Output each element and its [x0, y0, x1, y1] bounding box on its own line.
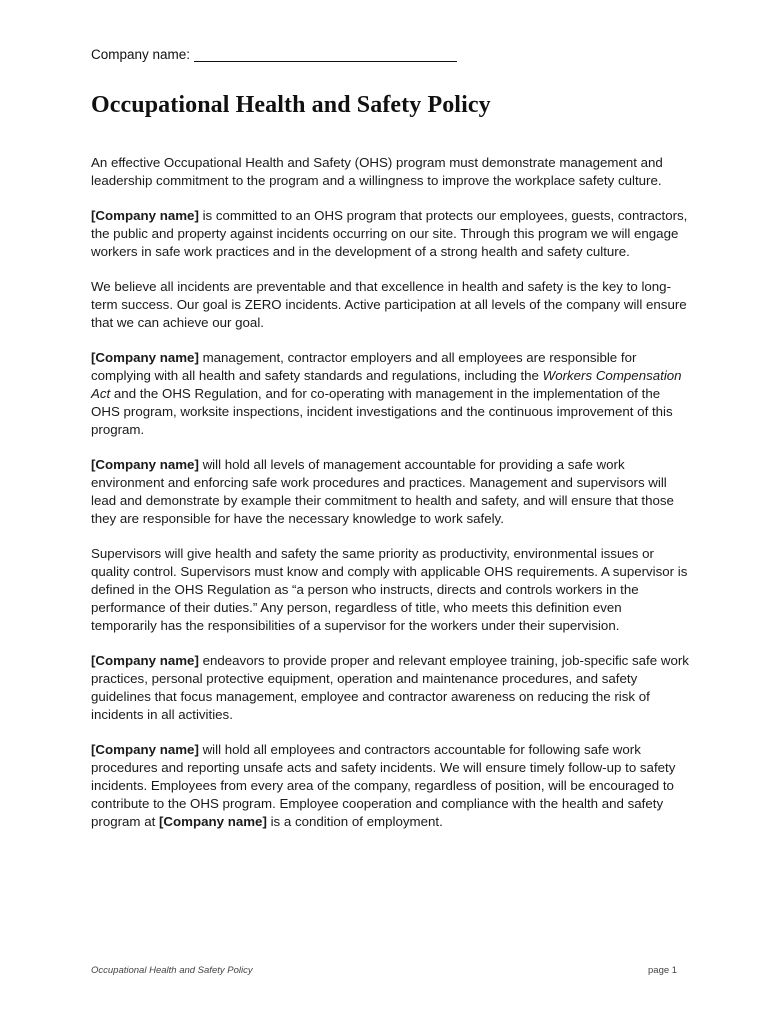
document-body: [91, 154, 691, 848]
footer-page-number: page 1: [648, 965, 678, 976]
paragraph-accountability: [91, 741, 691, 831]
footer-document-title: Occupational Health and Safety Policy: [91, 965, 253, 976]
paragraph-text: management, contractor employers and all employees are responsible for complying with all health and safety standards and regulations, including the: [91, 350, 637, 383]
paragraph-text: is a condition of employment.: [266, 814, 443, 829]
company-placeholder: [Company name]: [159, 814, 267, 829]
paragraph-text: and the OHS Regulation, and for co-operating with management in the implementation of the OHS program, worksite inspections, incident investigations and the continuous improvement of this program.: [91, 386, 673, 437]
paragraph-text: is committed to an OHS program that protects our employees, guests, contractors, the public and property against incidents occurring on our site. Through this program we will engage workers in safe work practices and in the development of a strong health and safety culture.: [91, 208, 688, 259]
paragraph-supervisors: [91, 545, 691, 635]
company-name-line: [91, 47, 457, 62]
paragraph-responsibility: [91, 349, 691, 439]
paragraph-text: will hold all levels of management accountable for providing a safe work environment and enforcing safe work procedures and practices. Management and supervisors will lead and demonstrate by example their commitment to health and safety, and will ensure that those they are responsible for have the necessary knowledge to work safely.: [91, 457, 674, 526]
company-name-label: Company name:: [91, 47, 191, 62]
paragraph-belief: [91, 278, 691, 332]
paragraph-text: We believe all incidents are preventable and that excellence in health and safety is the key to long-term success. Our goal is ZERO incidents. Active participation at all levels of the company will ensure that we can achieve our goal.: [91, 279, 687, 330]
paragraph-text: Supervisors will give health and safety the same priority as productivity, environmental issues or quality control. Supervisors must know and comply with applicable OHS requirements. A supervisor is defined in the OHS Regulation as “a person who instructs, directs and controls workers in the performance of their duties.” Any person, regardless of title, who meets this definition even temporarily has the responsibilities of a supervisor for the workers under their supervision.: [91, 546, 688, 633]
company-placeholder: [Company name]: [91, 350, 199, 365]
paragraph-text: endeavors to provide proper and relevant employee training, job-specific safe work practices, personal protective equipment, operation and maintenance procedures, and safety guidelines that focus management, employee and contractor awareness on reducing the risk of incidents in all activities.: [91, 653, 689, 722]
company-placeholder: [Company name]: [91, 208, 199, 223]
company-name-blank[interactable]: [194, 49, 457, 62]
company-placeholder: [Company name]: [91, 457, 199, 472]
company-placeholder: [Company name]: [91, 653, 199, 668]
act-name: Workers Compensation Act: [91, 368, 682, 401]
paragraph-management: [91, 456, 691, 528]
paragraph-commitment: [91, 207, 691, 261]
company-placeholder: [Company name]: [91, 742, 199, 757]
paragraph-intro: [91, 154, 691, 190]
paragraph-text: An effective Occupational Health and Safety (OHS) program must demonstrate management and leadership commitment to the program and a willingness to improve the workplace safety culture.: [91, 155, 663, 188]
page-title: Occupational Health and Safety Policy: [91, 92, 491, 118]
paragraph-text: will hold all employees and contractors accountable for following safe work procedures and reporting unsafe acts and safety incidents. We will ensure timely follow-up to safety incidents. Employees from every area of the company, regardless of position, will be encouraged to contribute to the OHS program. Employee cooperation and compliance with the health and safety program at: [91, 742, 676, 829]
paragraph-training: [91, 652, 691, 724]
